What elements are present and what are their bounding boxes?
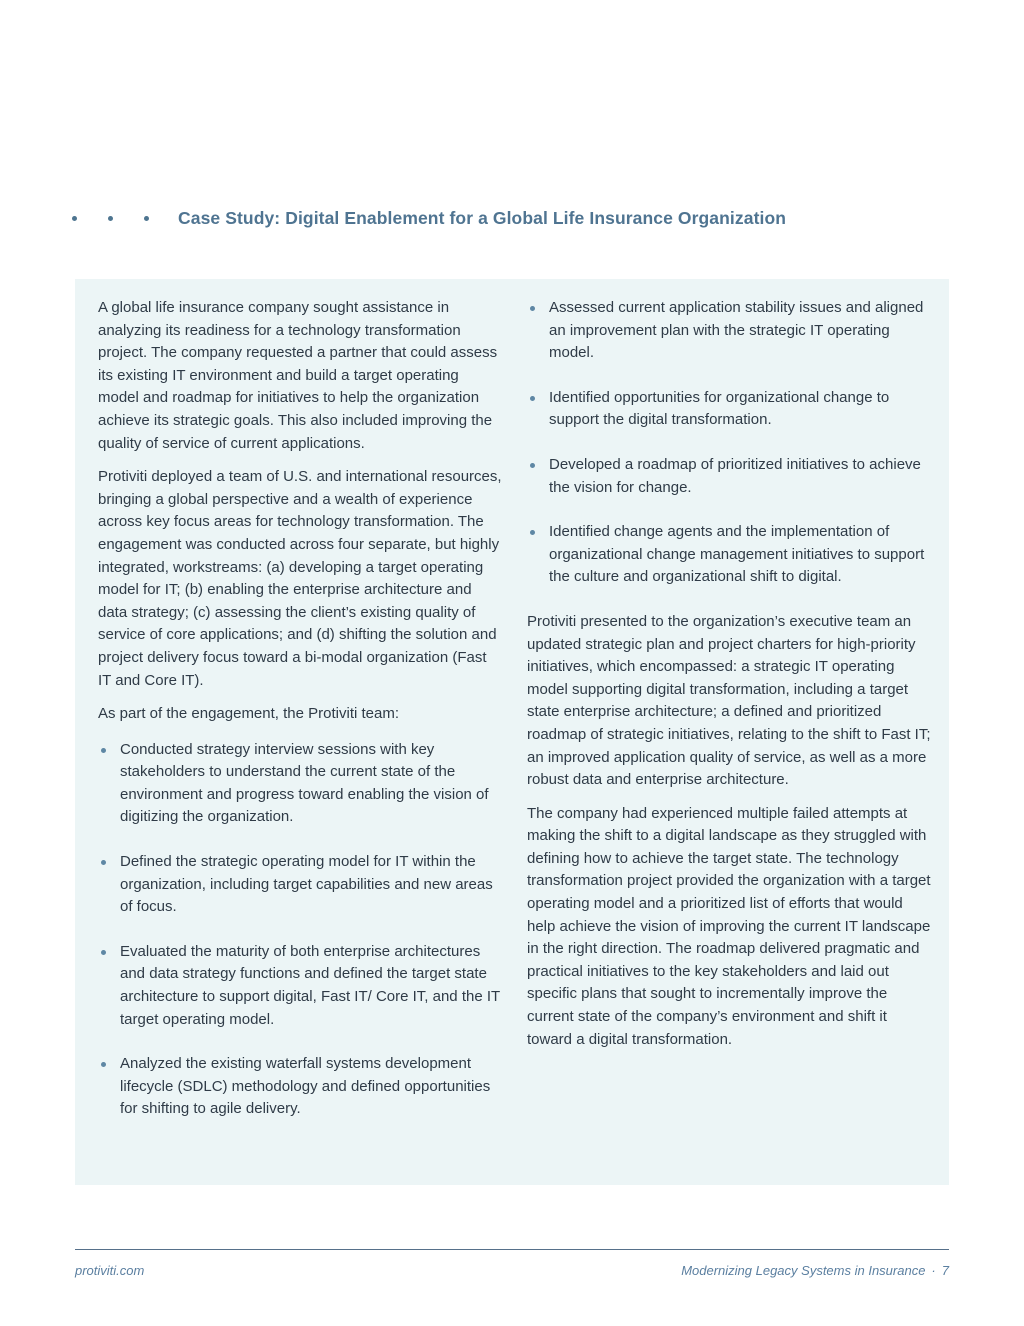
bullet-icon — [530, 306, 535, 311]
bullet-icon — [530, 530, 535, 535]
intro-paragraph: A global life insurance company sought assistance in analyzing its readiness for a technology transformation project. The company requested a partner that could assess its existing IT environment and build a target operating model and roadmap for initiatives to help the organization achieve its strategic goals. This also included improving the quality of service of current applications. — [98, 299, 498, 452]
page-title: Case Study: Digital Enablement for a Global Life Insurance Organization — [178, 208, 787, 228]
list-item: Assessed current application stability issues and aligned an improvement plan with the strategic IT operating model. — [527, 297, 931, 365]
case-study-panel — [75, 279, 949, 1185]
case-study-heading — [72, 208, 786, 229]
bullet-icon — [530, 463, 535, 468]
bullet-dot-icon — [72, 216, 77, 221]
page-number: 7 — [941, 1263, 949, 1278]
list-item: Evaluated the maturity of both enterprise architectures and data strategy functions and defined the target state architecture to support digital, Fast IT/ Core IT, and the IT target operating model. — [98, 941, 502, 1031]
right-column — [527, 297, 931, 1062]
footer-doc-info — [681, 1263, 949, 1278]
list-item: Identified change agents and the implementation of organizational change management initiatives to support the culture and organizational shift to digital. — [527, 521, 931, 589]
list-item: Analyzed the existing waterfall systems development lifecycle (SDLC) methodology and defined opportunities for shifting to agile delivery. — [98, 1053, 502, 1121]
left-column — [98, 297, 502, 1143]
list-item: Defined the strategic operating model for IT within the organization, including target capabilities and new areas of focus. — [98, 851, 502, 919]
bullet-dot-icon — [108, 216, 113, 221]
footer-divider — [75, 1249, 949, 1250]
list-item: Identified opportunities for organizational change to support the digital transformation. — [527, 387, 931, 432]
footer-site-link[interactable]: protiviti.com — [75, 1263, 145, 1278]
engagement-list-continued — [527, 297, 931, 589]
footer-doc-title: Modernizing Legacy Systems in Insurance — [681, 1263, 926, 1278]
outcome-paragraph: The company had experienced multiple failed attempts at making the shift to a digital landscape as they struggled with defining how to achieve the target state. The technology transformation project provided the organization with a target operating model and a prioritized list of efforts that would help achieve the vision of improving the current IT landscape in the right direction. The roadmap delivered pragmatic and practical initiatives to the key stakeholders and laid out specific plans that sought to incrementally improve the current state of the company’s environment and shift it toward a digital transformation. — [527, 804, 931, 1048]
bullet-icon — [101, 860, 106, 865]
list-item: Developed a roadmap of prioritized initiatives to achieve the vision for change. — [527, 454, 931, 499]
results-paragraph: Protiviti presented to the organization’s executive team an updated strategic plan and project charters for high-priority initiatives, which encompassed: a strategic IT operating model supporting digital transformation, including a target state enterprise architecture; a defined and prioritized roadmap of strategic initiatives, relating to the shift to Fast IT; an improved application quality of service, as well as a more robust data and enterprise architecture. — [527, 612, 931, 789]
engagement-list — [98, 739, 502, 1121]
team-paragraph: Protiviti deployed a team of U.S. and international resources, bringing a global perspective and a wealth of experience across key focus areas for technology transformation. The engagement was conducted across four separate, but highly integrated, workstreams: (a) developing a target operating model for IT; (b) enabling the enterprise architecture and data strategy; (c) assessing the client’s existing quality of service of core applications; and (d) shifting the solution and project delivery focus toward a bi-modal organization (Fast IT and Core IT). — [98, 468, 502, 689]
footer-separator: · — [931, 1263, 936, 1278]
list-item: Conducted strategy interview sessions with key stakeholders to understand the current state of the environment and progress toward enabling the vision of digitizing the organization. — [98, 739, 502, 829]
bullet-icon — [101, 950, 106, 955]
bullet-icon — [101, 748, 106, 753]
bullet-icon — [101, 1062, 106, 1067]
engagement-lead-in: As part of the engagement, the Protiviti team: — [98, 705, 399, 723]
bullet-dot-icon — [144, 216, 149, 221]
bullet-icon — [530, 396, 535, 401]
